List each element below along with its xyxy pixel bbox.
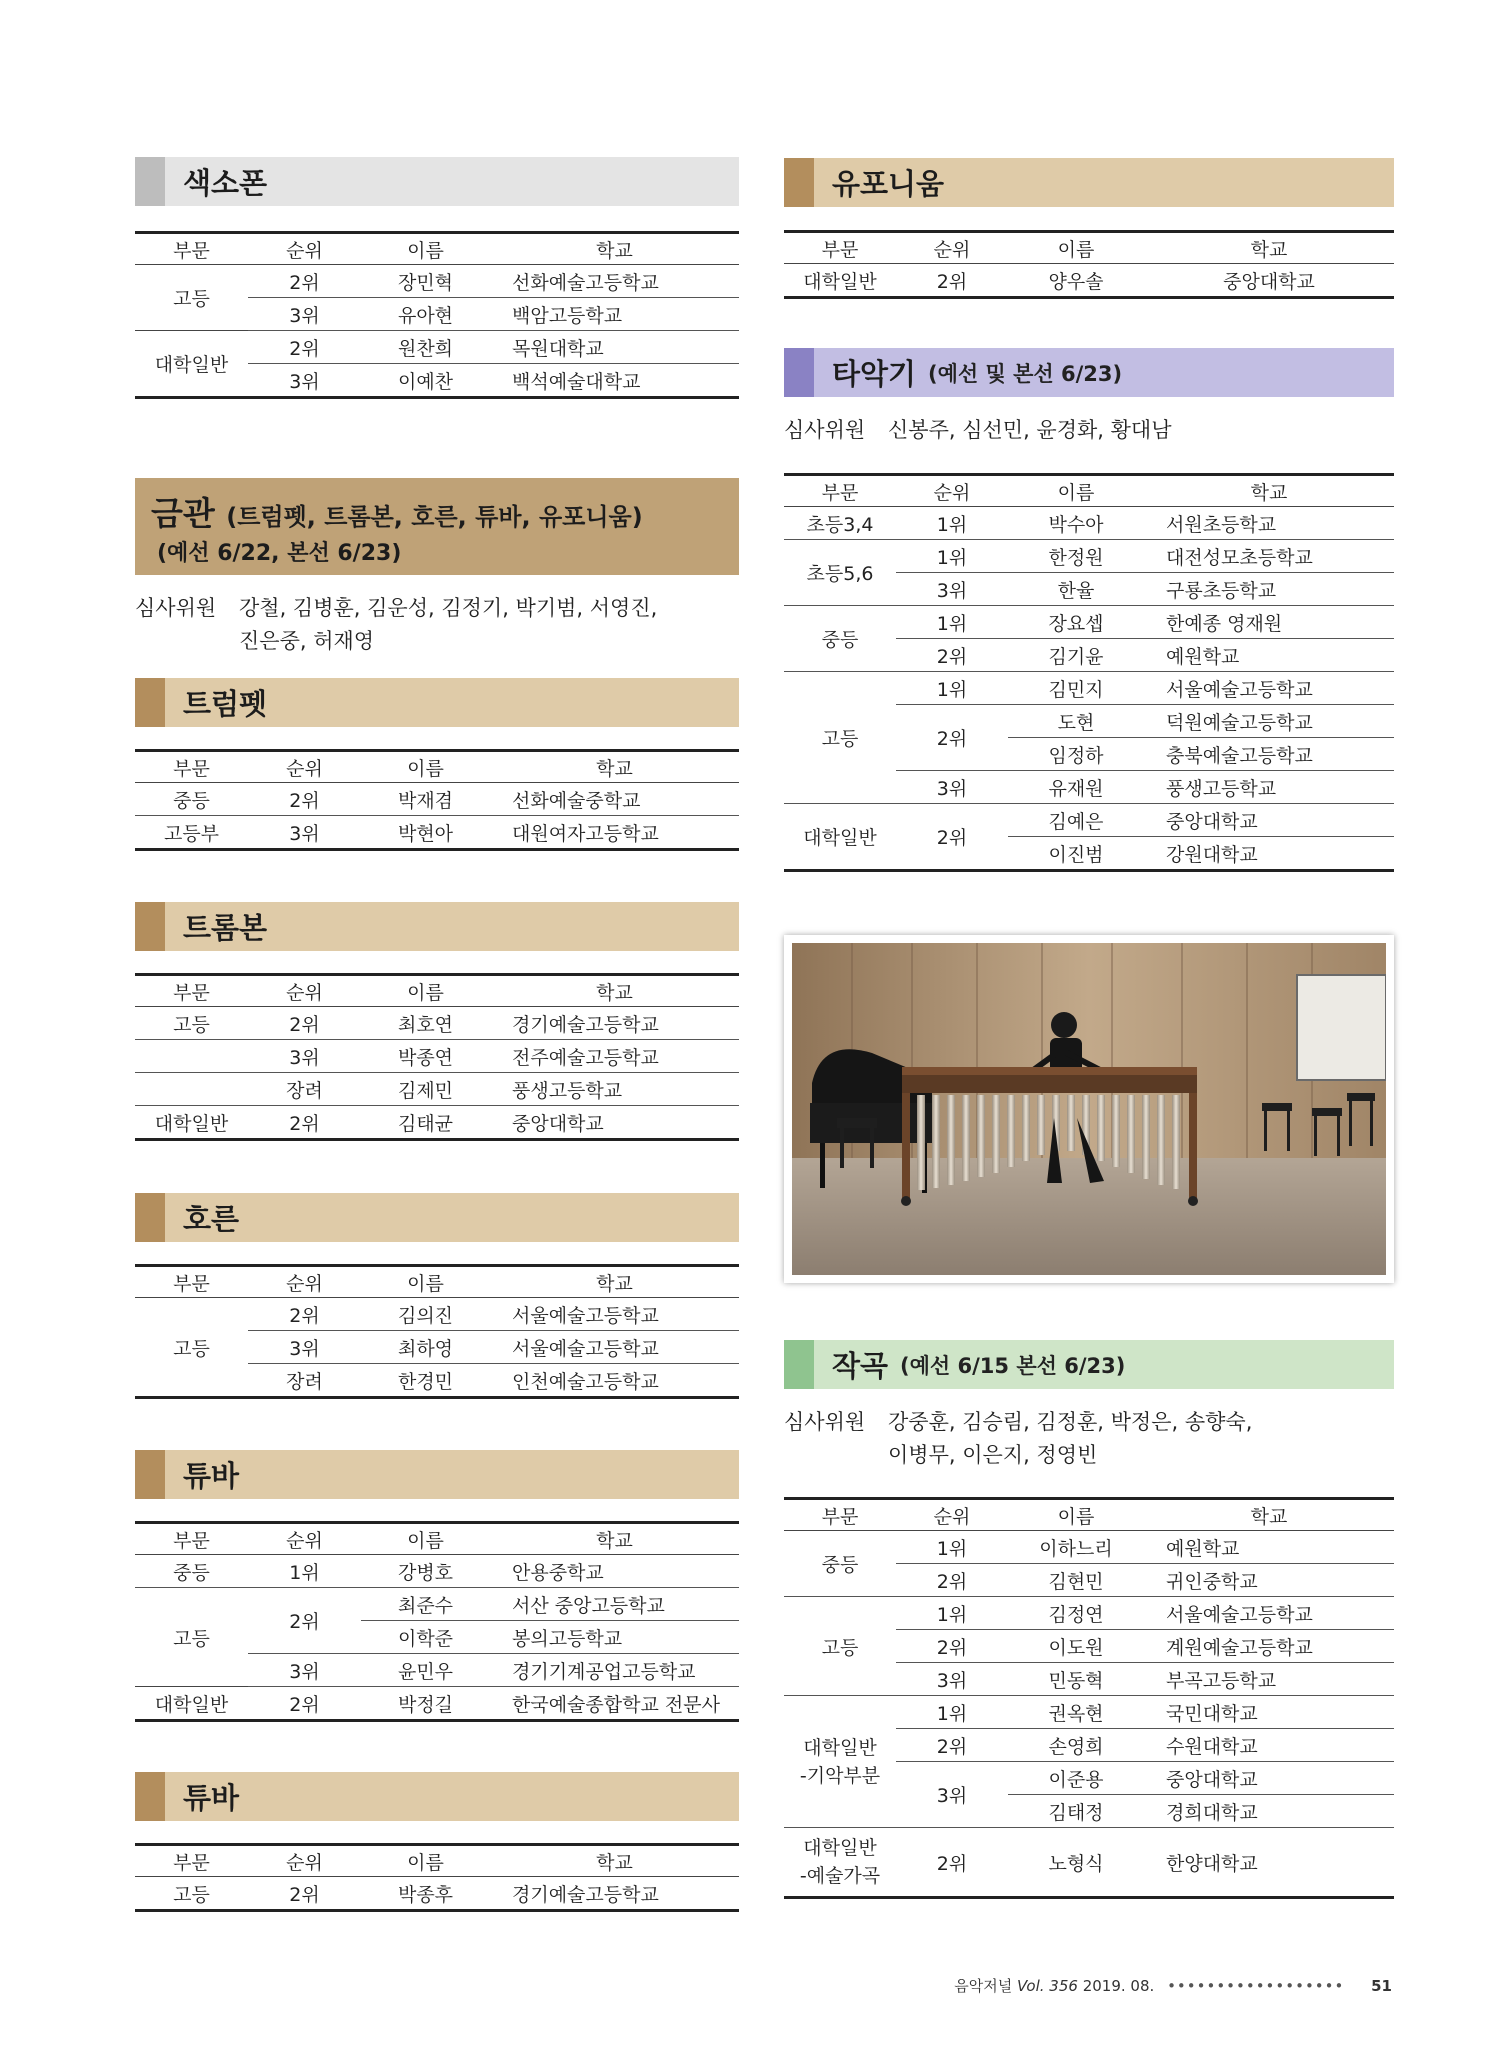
cell-school: 서울예술고등학교 (490, 1331, 739, 1364)
cell-name: 박현아 (397, 822, 454, 845)
table-row (135, 783, 739, 816)
cell-rank: 2위 (289, 1112, 320, 1135)
cell-rank: 2위 (896, 1630, 1008, 1663)
col-header: 이름 (361, 1845, 490, 1877)
cell-division: 중등 (784, 606, 896, 672)
cell-rank: 1위 (896, 540, 1008, 573)
col-header: 학교 (1144, 1499, 1394, 1531)
cell-rank: 1위 (248, 1555, 361, 1588)
cell-name: 최하영 (361, 1331, 490, 1364)
cell-name: 유재원 (1008, 771, 1144, 804)
col-header: 이름 (361, 751, 490, 783)
table-row (135, 331, 739, 364)
horn-table (135, 1264, 739, 1399)
table-header-row (135, 1266, 739, 1298)
table-header-row (784, 475, 1394, 507)
col-header: 순위 (248, 751, 361, 783)
header-accent (135, 1193, 165, 1242)
cell-rank: 1위 (896, 1531, 1008, 1564)
division-line1: 대학일반 (803, 1736, 877, 1759)
cell-school: 부곡고등학교 (1144, 1663, 1394, 1696)
cell-division: 고등부 (163, 822, 220, 845)
cell-name: 한경민 (397, 1370, 454, 1393)
cell-name: 한율 (1008, 573, 1144, 606)
cell-division: 대학일반 (803, 270, 877, 293)
cell-school: 중앙대학교 (1144, 1762, 1394, 1795)
cell-school: 구룡초등학교 (1144, 573, 1394, 606)
col-header: 학교 (490, 233, 739, 265)
magazine-name: 음악저널 (954, 1977, 1013, 1995)
page-number: 51 (1371, 1977, 1392, 1995)
cell-school: 예원학교 (1144, 1531, 1394, 1564)
cell-name: 박종후 (397, 1883, 454, 1906)
cell-division (135, 1040, 248, 1073)
euphonium-header (784, 158, 1394, 207)
cell-rank: 3위 (896, 573, 1008, 606)
cell-rank: 2위 (896, 1564, 1008, 1597)
tuba-table (135, 1521, 739, 1722)
table-row (135, 265, 739, 298)
tuba-header (135, 1450, 739, 1499)
cell-division: 고등 (135, 1298, 248, 1398)
header-accent (784, 1340, 814, 1389)
cell-division (135, 1073, 248, 1106)
cell-division: 고등 (784, 1597, 896, 1696)
table-header-row (135, 1845, 739, 1877)
cell-rank: 2위 (248, 1007, 361, 1040)
header-accent (135, 678, 165, 727)
cell-rank: 3위 (289, 822, 320, 845)
magazine-volume: Vol. 356 (1017, 1977, 1078, 1995)
trumpet-header (135, 678, 739, 727)
table-row (784, 804, 1394, 837)
cell-name: 이진범 (1048, 843, 1104, 866)
col-header: 이름 (1008, 232, 1144, 264)
cell-school: 강원대학교 (1166, 843, 1258, 866)
section-dates: (예선 6/15 본선 6/23) (900, 1353, 1126, 1378)
cell-name: 민동혁 (1008, 1663, 1144, 1696)
cell-name: 김민지 (1008, 672, 1144, 705)
table-row (135, 1555, 739, 1588)
cell-name: 유아현 (361, 298, 490, 331)
col-header: 학교 (1144, 475, 1394, 507)
division-line1: 대학일반 (803, 1837, 877, 1859)
col-header: 학교 (490, 1266, 739, 1298)
cell-name: 이도원 (1008, 1630, 1144, 1663)
cell-rank: 1위 (896, 606, 1008, 639)
cell-division: 고등 (135, 265, 248, 331)
section-title: 호른 (183, 1202, 240, 1236)
cell-school: 선화예술중학교 (490, 783, 739, 816)
cell-school: 백석예술대학교 (512, 370, 641, 393)
cell-division: 중등 (784, 1531, 896, 1597)
section-title: 유포니움 (832, 167, 945, 201)
cell-school: 서원초등학교 (1144, 507, 1394, 540)
cell-name: 강병호 (361, 1555, 490, 1588)
judges-names-line1: 강철, 김병훈, 김운성, 김정기, 박기범, 서영진, (239, 596, 658, 620)
brass-title (151, 488, 643, 535)
division-line2: -기악부분 (799, 1764, 881, 1787)
cell-school: 경기예술고등학교 (512, 1883, 659, 1906)
judges-label: 심사위원 (784, 418, 866, 442)
cell-rank: 1위 (896, 1597, 1008, 1630)
header-accent (135, 902, 165, 951)
cell-school: 서울예술고등학교 (490, 1298, 739, 1331)
percussion-judges (784, 414, 1394, 448)
cell-name: 한정원 (1008, 540, 1144, 573)
col-header: 학교 (490, 1845, 739, 1877)
cell-school: 서울예술고등학교 (1144, 672, 1394, 705)
cell-rank: 3위 (289, 370, 320, 393)
cell-name: 최호연 (361, 1007, 490, 1040)
cell-school: 대전성모초등학교 (1144, 540, 1394, 573)
cell-name: 장민혁 (361, 265, 490, 298)
marimba-photo (784, 935, 1394, 1283)
col-header: 순위 (248, 1266, 361, 1298)
cell-school: 풍생고등학교 (490, 1073, 739, 1106)
cell-name: 김기윤 (1008, 639, 1144, 672)
cell-school: 경기예술고등학교 (490, 1007, 739, 1040)
col-header: 부문 (784, 1499, 896, 1531)
cell-name: 임정하 (1008, 738, 1144, 771)
cell-rank: 2위 (289, 1883, 320, 1906)
cell-division: 고등 (135, 1588, 248, 1687)
col-header: 순위 (248, 233, 361, 265)
cell-school: 봉의고등학교 (490, 1621, 739, 1654)
cell-rank: 3위 (896, 771, 1008, 804)
cell-rank: 2위 (248, 265, 361, 298)
saxophone-header (135, 157, 739, 206)
cell-name: 이학준 (361, 1621, 490, 1654)
header-accent (784, 348, 814, 397)
percussion-header (784, 348, 1394, 397)
header-accent (135, 1450, 165, 1499)
col-header: 학교 (490, 751, 739, 783)
table-header-row (784, 1499, 1394, 1531)
cell-school: 풍생고등학교 (1144, 771, 1394, 804)
cell-name: 박종연 (361, 1040, 490, 1073)
cell-school: 서울예술고등학교 (1144, 1597, 1394, 1630)
composition-header (784, 1340, 1394, 1389)
cell-school: 안용중학교 (490, 1555, 739, 1588)
cell-school: 인천예술고등학교 (512, 1370, 659, 1393)
cell-name: 김제민 (361, 1073, 490, 1106)
horn-header (135, 1193, 739, 1242)
col-header: 이름 (361, 233, 490, 265)
col-header: 순위 (248, 975, 361, 1007)
judges-names-line1: 강중훈, 김승림, 김정훈, 박정은, 송향숙, (888, 1410, 1253, 1434)
cell-school: 수원대학교 (1144, 1729, 1394, 1762)
table-row (784, 264, 1394, 298)
table-row (135, 1106, 739, 1140)
cell-division: 대학일반 (784, 804, 896, 871)
cell-name: 김예은 (1008, 804, 1144, 837)
cell-rank: 2위 (248, 1298, 361, 1331)
cell-division: 중등 (135, 783, 248, 816)
col-header: 학교 (490, 1523, 739, 1555)
table-header-row (135, 1523, 739, 1555)
cell-school: 덕원예술고등학교 (1144, 705, 1394, 738)
cell-name: 윤민우 (361, 1654, 490, 1687)
cell-school: 서산 중앙고등학교 (490, 1588, 739, 1621)
table-row (135, 1007, 739, 1040)
cell-division: 고등 (135, 1007, 248, 1040)
footer-dots: •••••••••••••••••• (1167, 1977, 1345, 1995)
section-dates: (예선 및 본선 6/23) (928, 361, 1123, 386)
col-header: 순위 (248, 1523, 361, 1555)
table-row (784, 1531, 1394, 1564)
cell-school: 중앙대학교 (1223, 270, 1315, 293)
cell-rank: 3위 (248, 298, 361, 331)
table-header-row (135, 233, 739, 265)
col-header: 부문 (784, 475, 896, 507)
cell-rank: 3위 (248, 1040, 361, 1073)
section-title: 색소폰 (183, 166, 268, 200)
cell-name: 박수아 (1008, 507, 1144, 540)
table-row (784, 507, 1394, 540)
cell-division: 중등 (135, 1555, 248, 1588)
cell-school: 선화예술고등학교 (490, 265, 739, 298)
section-title: 작곡 (832, 1349, 889, 1383)
issue-date: 2019. 08. (1082, 1977, 1155, 1995)
cell-division: 고등 (784, 672, 896, 804)
cell-name: 김현민 (1008, 1564, 1144, 1597)
col-header: 순위 (896, 475, 1008, 507)
cell-school: 계원예술고등학교 (1144, 1630, 1394, 1663)
col-header: 이름 (1008, 1499, 1144, 1531)
col-header: 이름 (361, 1523, 490, 1555)
col-header: 학교 (1144, 232, 1394, 264)
cell-school: 백암고등학교 (490, 298, 739, 331)
tuba-table-2 (135, 1843, 739, 1912)
judges-label: 심사위원 (784, 1410, 866, 1434)
section-title: 타악기 (832, 357, 917, 391)
cell-division: 대학일반 (154, 1693, 229, 1716)
header-accent (784, 158, 814, 207)
col-header: 순위 (248, 1845, 361, 1877)
col-header: 부문 (135, 1266, 248, 1298)
col-header: 부문 (135, 751, 248, 783)
cell-school: 경기기계공업고등학교 (490, 1654, 739, 1687)
cell-rank: 2위 (936, 270, 968, 293)
col-header: 학교 (490, 975, 739, 1007)
cell-name: 노형식 (1048, 1852, 1104, 1875)
cell-rank: 장려 (286, 1370, 323, 1393)
cell-name: 권옥현 (1008, 1696, 1144, 1729)
cell-division: 초등3,4 (784, 507, 896, 540)
col-header: 부문 (135, 1523, 248, 1555)
cell-name: 김정연 (1008, 1597, 1144, 1630)
cell-name: 원찬희 (361, 331, 490, 364)
cell-school: 한양대학교 (1166, 1852, 1258, 1875)
saxophone-table (135, 231, 739, 399)
section-title: 트럼펫 (183, 687, 268, 721)
col-header: 순위 (896, 1499, 1008, 1531)
col-header: 부문 (784, 232, 896, 264)
cell-rank: 2위 (248, 1588, 361, 1654)
brass-title-instruments: (트럼펫, 트롬본, 호른, 튜바, 유포니움) (226, 503, 643, 531)
table-row (135, 816, 739, 850)
col-header: 이름 (361, 975, 490, 1007)
cell-division (784, 1696, 896, 1828)
trumpet-table (135, 749, 739, 851)
cell-rank: 2위 (936, 1852, 968, 1875)
table-row (135, 1040, 739, 1073)
judges-label: 심사위원 (135, 596, 217, 620)
trombone-table (135, 973, 739, 1141)
table-header-row (135, 975, 739, 1007)
section-title: 튜바 (183, 1781, 240, 1815)
cell-rank: 2위 (896, 705, 1008, 771)
judges-names-line2: 진은중, 허재영 (239, 629, 375, 653)
cell-division (784, 1828, 896, 1898)
cell-school: 충북예술고등학교 (1144, 738, 1394, 771)
col-header: 순위 (896, 232, 1008, 264)
division-line2: -예술가곡 (799, 1865, 881, 1887)
cell-division: 대학일반 (135, 331, 248, 398)
cell-name: 손영희 (1008, 1729, 1144, 1762)
cell-name: 도현 (1008, 705, 1144, 738)
cell-name: 김의진 (361, 1298, 490, 1331)
cell-division: 초등5,6 (784, 540, 896, 606)
cell-name: 이준용 (1008, 1762, 1144, 1795)
cell-rank: 3위 (896, 1762, 1008, 1828)
trombone-header (135, 902, 739, 951)
table-row (784, 606, 1394, 639)
col-header: 이름 (1008, 475, 1144, 507)
cell-rank: 1위 (896, 507, 1008, 540)
cell-school: 경희대학교 (1144, 1795, 1394, 1828)
cell-rank: 2위 (896, 804, 1008, 871)
cell-rank: 3위 (896, 1663, 1008, 1696)
cell-name: 박정길 (397, 1693, 454, 1716)
percussion-table (784, 473, 1394, 872)
col-header: 부문 (135, 233, 248, 265)
composition-judges (784, 1406, 1394, 1476)
euphonium-table (784, 230, 1394, 299)
cell-rank: 2위 (896, 639, 1008, 672)
table-row (135, 1298, 739, 1331)
section-title: 트롬본 (183, 911, 268, 945)
cell-name: 김태정 (1008, 1795, 1144, 1828)
col-header: 부문 (135, 1845, 248, 1877)
cell-rank: 장려 (248, 1073, 361, 1106)
table-row (784, 1597, 1394, 1630)
cell-school: 한예종 영재원 (1144, 606, 1394, 639)
col-header: 이름 (361, 1266, 490, 1298)
cell-rank: 2위 (248, 331, 361, 364)
table-row (784, 672, 1394, 705)
table-row (784, 540, 1394, 573)
composition-table (784, 1497, 1394, 1899)
cell-name: 최준수 (361, 1588, 490, 1621)
brass-header (135, 478, 739, 575)
tuba-header-2 (135, 1772, 739, 1821)
cell-school: 예원학교 (1144, 639, 1394, 672)
marimba-photo-image (792, 943, 1386, 1275)
table-row (135, 1588, 739, 1621)
cell-name: 박재겸 (361, 783, 490, 816)
table-row (135, 1877, 739, 1911)
section-title: 튜바 (183, 1459, 240, 1493)
table-row (784, 1828, 1394, 1898)
brass-judges (135, 592, 739, 662)
cell-rank: 2위 (896, 1729, 1008, 1762)
cell-rank: 3위 (248, 1331, 361, 1364)
cell-division: 대학일반 (154, 1112, 229, 1135)
header-accent (135, 1772, 165, 1821)
cell-name: 이하느리 (1008, 1531, 1144, 1564)
cell-school: 전주예술고등학교 (490, 1040, 739, 1073)
cell-school: 대원여자고등학교 (512, 822, 659, 845)
cell-rank: 3위 (248, 1654, 361, 1687)
table-row (784, 1696, 1394, 1729)
col-header: 부문 (135, 975, 248, 1007)
header-accent (135, 157, 165, 206)
cell-school: 한국예술종합학교 전문사 (512, 1693, 720, 1716)
brass-title-main: 금관 (151, 494, 215, 533)
table-row (135, 1073, 739, 1106)
cell-school: 귀인중학교 (1144, 1564, 1394, 1597)
cell-name: 양우솔 (1048, 270, 1104, 293)
cell-name: 김태균 (397, 1112, 454, 1135)
cell-school: 중앙대학교 (1144, 804, 1394, 837)
cell-name: 이예찬 (397, 370, 454, 393)
cell-school: 목원대학교 (490, 331, 739, 364)
cell-rank: 2위 (248, 783, 361, 816)
cell-name: 장요셉 (1008, 606, 1144, 639)
table-row (135, 1687, 739, 1721)
table-header-row (784, 232, 1394, 264)
judges-names-line1: 신봉주, 심선민, 윤경화, 황대남 (888, 418, 1172, 442)
cell-rank: 2위 (289, 1693, 320, 1716)
page-footer (954, 1975, 1392, 1996)
cell-division: 고등 (173, 1883, 210, 1906)
table-header-row (135, 751, 739, 783)
cell-rank: 1위 (896, 672, 1008, 705)
cell-rank: 1위 (896, 1696, 1008, 1729)
cell-school: 국민대학교 (1144, 1696, 1394, 1729)
brass-dates: (예선 6/22, 본선 6/23) (157, 541, 402, 566)
cell-school: 중앙대학교 (512, 1112, 604, 1135)
judges-names-line2: 이병무, 이은지, 정영빈 (888, 1443, 1098, 1467)
